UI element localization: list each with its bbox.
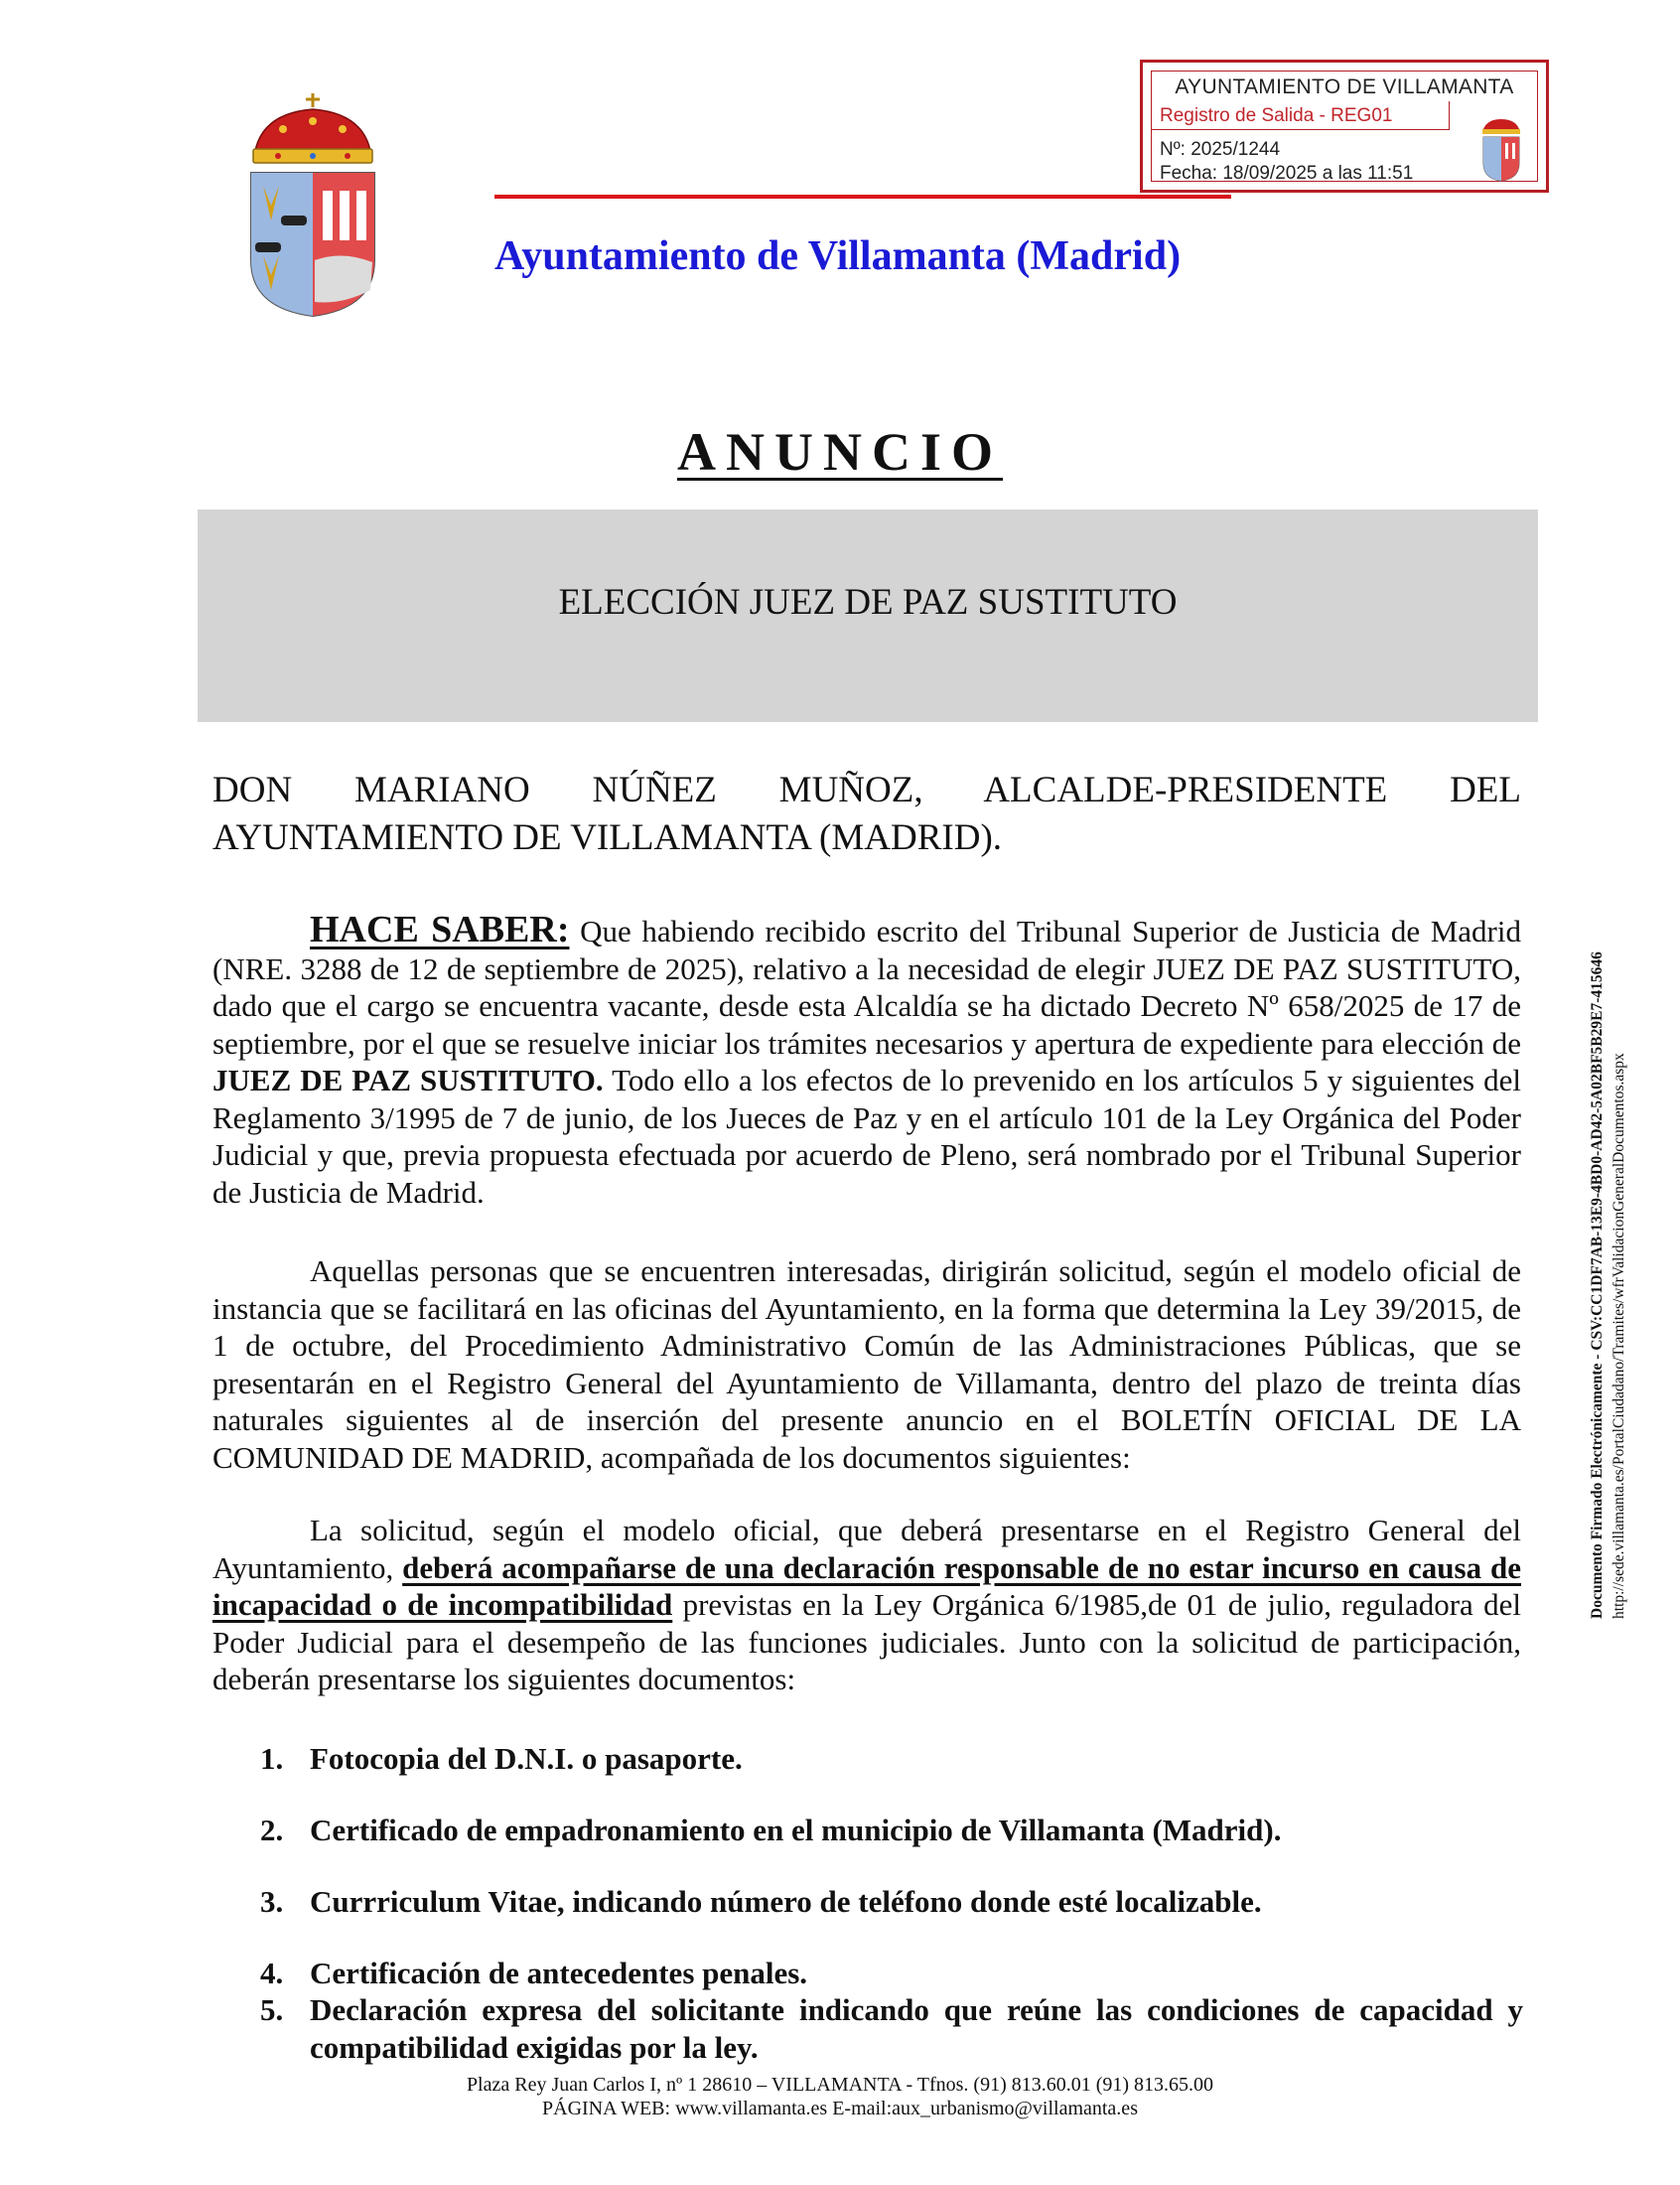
footer-contact: PÁGINA WEB: www.villamanta.es E-mail:aux_urbanismo@villamanta.es — [542, 2098, 1138, 2119]
stamp-number: Nº: 2025/1244 — [1160, 139, 1281, 160]
announcement-heading: ANUNCIO — [676, 422, 1003, 482]
town-title: Ayuntamiento de Villamanta (Madrid) — [494, 233, 1182, 279]
registration-stamp — [1140, 60, 1549, 193]
header-rule — [494, 195, 1231, 199]
stamp-coat-of-arms-icon — [1479, 117, 1523, 183]
announcement-subject: ELECCIÓN JUEZ DE PAZ SUSTITUTO — [558, 582, 1178, 623]
validation-url: http://sede.villamanta.es/PortalCiudadano/Tramites/wfrValidacionGeneralDocumentos.aspx — [1610, 1053, 1627, 1619]
electronic-signature-note — [1587, 795, 1656, 1619]
list-item: 1. Fotocopia del D.N.I. o pasaporte. — [260, 1741, 743, 1776]
paragraph-solicitud: Aquellas personas que se encuentren interesadas, dirigirán solicitud, según el modelo oficial de instancia que se facilitará en las oficinas del Ayuntamiento, en la forma que determina la Ley 39/2015, de 1 de octubre, del Procedimiento Administrativo Común de las Administraciones Públicas, que se presentarán en el Registro General del Ayuntamiento de Villamanta, dentro del plazo de treinta días naturales siguientes al de inserción del presente anuncio en el BOLETÍN OFICIAL DE LA COMUNIDAD DE MADRID, acompañada de los documentos siguientes: — [212, 1253, 1521, 1475]
footer-address: Plaza Rey Juan Carlos I, nº 1 28610 – VILLAMANTA - Tfnos. (91) 813.60.01 (91) 813.65.00 — [466, 2074, 1214, 2096]
page-footer — [0, 2073, 1680, 2120]
mayor-header — [212, 767, 1521, 862]
stamp-organization: AYUNTAMIENTO DE VILLAMANTA — [1175, 75, 1514, 98]
list-item: 5. Declaración expresa del solicitante indicando que reúne las condiciones de capacidad y compatibilidad exigidas por la ley. — [260, 1992, 1523, 2065]
list-item: 2. Certificado de empadronamiento en el municipio de Villamanta (Madrid). — [260, 1813, 1282, 1847]
paragraph-declaracion: La solicitud, según el modelo oficial, que deberá presentarse en el Registro General del Ayuntamiento, deberá acompañarse de una declaración responsable de no estar incurso en causa de incapacidad o de incompatibilidad previstas en la Ley Orgánica 6/1985,de 01 de julio, reguladora del Poder Judicial para el desempeño de las funciones judiciales. Junto con la solicitud de participación, deberán presentarse los siguientes documentos: — [212, 1513, 1521, 1696]
mayor-line-1: DON MARIANO NÚÑEZ MUÑOZ, ALCALDE-PRESIDENTE DEL — [212, 770, 1521, 810]
declaracion-underlined: deberá acompañarse de una declaración responsable de no estar incurso en causa de incapacidad o de incompatibilidad — [212, 1549, 1521, 1622]
stamp-date: Fecha: 18/09/2025 a las 11:51 — [1160, 163, 1414, 184]
stamp-register: Registro de Salida - REG01 — [1160, 105, 1393, 126]
paragraph-hace-saber: HACE SABER: Que habiendo recibido escrito del Tribunal Superior de Justicia de Madrid (NRE. 3288 de 12 de septiembre de 2025), relativo a la necesidad de elegir JUEZ DE PAZ SUSTITUTO, dado que el cargo se encuentra vacante, desde esta Alcaldía se ha dictado Decreto Nº 658/2025 de 17 de septiembre, por el que se resuelve iniciar los trámites necesarios y apertura de expediente para elección de JUEZ DE PAZ SUSTITUTO. Todo ello a los efectos de lo prevenido en los artículos 5 y siguientes del Reglamento 3/1995 de 7 de junio, de los Jueces de Paz y en el artículo 101 de la Ley Orgánica del Poder Judicial y que, previa propuesta efectuada por acuerdo de Pleno, será nombrado por el Tribunal Superior de Justicia de Madrid. — [212, 909, 1521, 1210]
mayor-line-2: AYUNTAMIENTO DE VILLAMANTA (MADRID). — [212, 817, 1003, 858]
hace-saber-lead: HACE SABER: — [310, 909, 570, 950]
signature-csv: Documento Firmado Electrónicamente - CSV:CC1DF7AB-13E9-4BD0-AD42-5A02BF5B29E7-415646 — [1589, 951, 1606, 1619]
list-item: 3. Currriculum Vitae, indicando número de teléfono donde esté localizable. — [260, 1884, 1262, 1919]
coat-of-arms-icon — [243, 91, 382, 320]
list-item: 4. Certificación de antecedentes penales. — [260, 1956, 808, 1990]
juez-bold: JUEZ DE PAZ SUSTITUTO. — [212, 1063, 604, 1097]
